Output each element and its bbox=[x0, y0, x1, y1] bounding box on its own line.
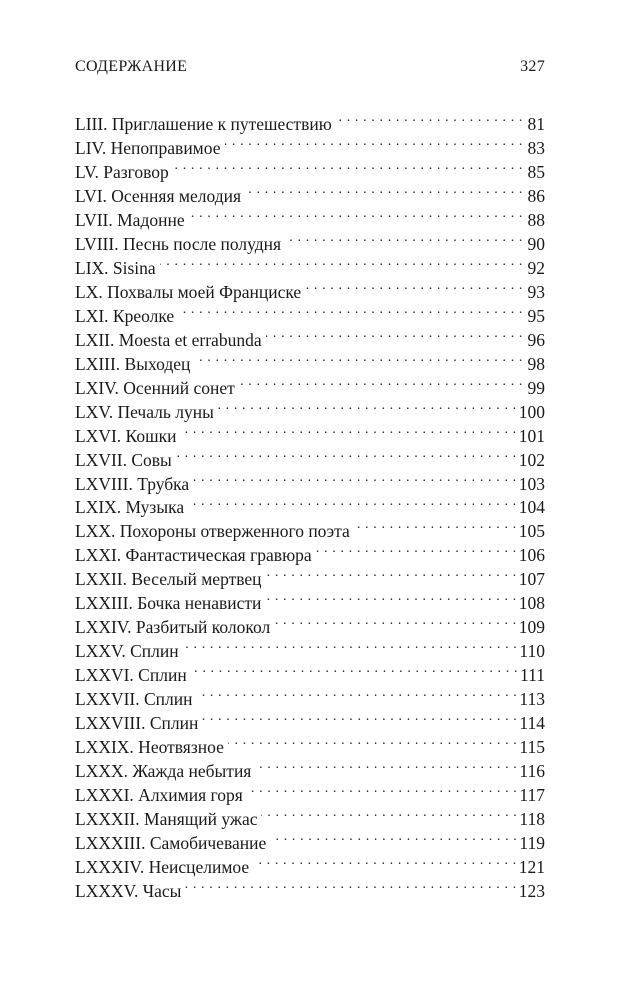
dot-leader bbox=[255, 753, 517, 777]
running-header bbox=[75, 58, 545, 76]
dot-leader bbox=[197, 681, 518, 705]
toc-entry-page: 108 bbox=[518, 593, 545, 614]
dot-leader bbox=[193, 466, 517, 490]
toc-entry-page: 103 bbox=[518, 473, 545, 494]
toc-entry-title: LV. Разговор bbox=[75, 161, 169, 182]
toc-entry-page: 96 bbox=[527, 329, 545, 350]
section-title: СОДЕРЖАНИЕ bbox=[75, 58, 188, 75]
toc-entry-page: 104 bbox=[518, 497, 545, 518]
toc-entry-page: 110 bbox=[519, 641, 545, 662]
toc-entry-page: 81 bbox=[527, 113, 545, 134]
toc-entry-title: LXIII. Выходец bbox=[75, 353, 191, 374]
dot-leader bbox=[261, 801, 517, 825]
toc-entry-page: 119 bbox=[519, 833, 545, 854]
toc-entry-title: LVII. Мадонне bbox=[75, 209, 185, 230]
toc-entry-title: LXIX. Музыка bbox=[75, 497, 185, 518]
toc-entry-page: 117 bbox=[519, 785, 545, 806]
toc-entry-title: LXXVI. Сплин bbox=[75, 665, 187, 686]
toc-entry-title: LXIV. Осенний сонет bbox=[75, 377, 235, 398]
dot-leader bbox=[253, 849, 517, 873]
dot-leader bbox=[265, 585, 516, 609]
toc-entry-title: LVI. Осенняя мелодия bbox=[75, 185, 242, 206]
dot-leader bbox=[191, 657, 518, 681]
toc-entry-page: 123 bbox=[518, 880, 545, 901]
dot-leader bbox=[245, 178, 523, 202]
toc-entry-page: 99 bbox=[527, 377, 545, 398]
toc-entry-title: LIX. Sisina bbox=[75, 257, 156, 278]
dot-leader bbox=[225, 130, 524, 154]
toc-entry-title: LXVI. Кошки bbox=[75, 425, 177, 446]
dot-leader bbox=[178, 298, 523, 322]
toc-entry-title: LXXII. Веселый мертвец bbox=[75, 569, 262, 590]
toc-entry-page: 100 bbox=[518, 401, 545, 422]
dot-leader bbox=[173, 154, 523, 178]
dot-leader bbox=[160, 250, 523, 274]
toc-entry-page: 116 bbox=[519, 761, 545, 782]
toc-entry-title: LXV. Печаль луны bbox=[75, 401, 214, 422]
dot-leader bbox=[239, 370, 523, 394]
dot-leader bbox=[180, 418, 516, 442]
dot-leader bbox=[188, 490, 517, 514]
toc-entry-title: LXX. Похороны отверженного поэта bbox=[75, 521, 350, 542]
toc-entry-title: LIV. Непоправимое bbox=[75, 137, 221, 158]
toc-entry-page: 98 bbox=[527, 353, 545, 374]
toc-entry-page: 107 bbox=[518, 569, 545, 590]
table-of-contents bbox=[75, 106, 545, 901]
toc-entry-page: 95 bbox=[527, 305, 545, 326]
toc-entry-title: LXXIV. Разбитый колокол bbox=[75, 617, 271, 638]
toc-entry-page: 85 bbox=[527, 161, 545, 182]
dot-leader bbox=[266, 561, 517, 585]
dot-leader bbox=[218, 394, 517, 418]
toc-entry-title: LX. Похвалы моей Франциске bbox=[75, 281, 302, 302]
toc-entry-page: 101 bbox=[518, 425, 545, 446]
toc-entry-page: 118 bbox=[519, 809, 545, 830]
toc-entry-page: 83 bbox=[527, 137, 545, 158]
dot-leader bbox=[185, 873, 516, 897]
toc-entry-title: LXXXII. Манящий ужас bbox=[75, 809, 258, 830]
dot-leader bbox=[270, 825, 517, 849]
toc-entry-title: LXXVII. Сплин bbox=[75, 689, 193, 710]
dot-leader bbox=[202, 705, 517, 729]
toc-entry-page: 105 bbox=[518, 521, 545, 542]
toc-entry-page: 88 bbox=[527, 209, 545, 230]
dot-leader bbox=[336, 106, 523, 130]
toc-entry-title: LXXX. Жажда небытия bbox=[75, 761, 252, 782]
toc-entry-page: 93 bbox=[527, 281, 545, 302]
dot-leader bbox=[316, 537, 517, 561]
toc-entry-title: LXXI. Фантастическая гравюра bbox=[75, 545, 312, 566]
dot-leader bbox=[176, 442, 517, 466]
toc-entry-title: LXVII. Совы bbox=[75, 449, 172, 470]
toc-entry-page: 86 bbox=[527, 185, 545, 206]
dot-leader bbox=[194, 346, 523, 370]
toc-entry-title: LXI. Креолке bbox=[75, 305, 175, 326]
toc-entry-page: 109 bbox=[518, 617, 545, 638]
toc-entry-title: LXXXIV. Неисцелимое bbox=[75, 857, 250, 877]
toc-entry-page: 111 bbox=[520, 665, 545, 686]
toc-entry-title: LXXV. Сплин bbox=[75, 641, 179, 662]
toc-entry[interactable] bbox=[75, 106, 545, 134]
toc-entry-page: 102 bbox=[518, 449, 545, 470]
dot-leader bbox=[183, 633, 518, 657]
page-number: 327 bbox=[520, 58, 545, 75]
toc-entry-title: LXII. Moesta et errabunda bbox=[75, 329, 262, 350]
toc-entry-page: 114 bbox=[519, 713, 545, 734]
dot-leader bbox=[266, 322, 523, 346]
dot-leader bbox=[274, 609, 517, 633]
toc-entry-title: LIII. Приглашение к путешествию bbox=[75, 113, 332, 134]
dot-leader bbox=[354, 513, 517, 537]
toc-entry-title: LXVIII. Трубка bbox=[75, 473, 190, 494]
toc-entry-title: LXXVIII. Сплин bbox=[75, 713, 199, 734]
toc-entry-page: 92 bbox=[527, 257, 545, 278]
toc-entry-title: LVIII. Песнь после полудня bbox=[75, 233, 282, 254]
dot-leader bbox=[305, 274, 523, 298]
toc-entry-title: LXXXI. Алхимия горя bbox=[75, 785, 243, 806]
dot-leader bbox=[285, 226, 523, 250]
dot-leader bbox=[247, 777, 518, 801]
toc-entry-title: LXXIX. Неотвязное bbox=[75, 737, 224, 758]
toc-entry-page: 106 bbox=[518, 545, 545, 566]
toc-entry-title: LXXIII. Бочка ненависти bbox=[75, 593, 262, 614]
toc-entry-page: 113 bbox=[519, 689, 545, 710]
toc-entry-page: 121 bbox=[518, 857, 545, 877]
toc-entry-page: 115 bbox=[519, 737, 545, 758]
dot-leader bbox=[228, 729, 518, 753]
toc-entry-page: 90 bbox=[527, 233, 545, 254]
dot-leader bbox=[189, 202, 523, 226]
toc-entry-title: LXXXIII. Самобичевание bbox=[75, 833, 267, 854]
toc-entry-title: LXXXV. Часы bbox=[75, 880, 182, 901]
